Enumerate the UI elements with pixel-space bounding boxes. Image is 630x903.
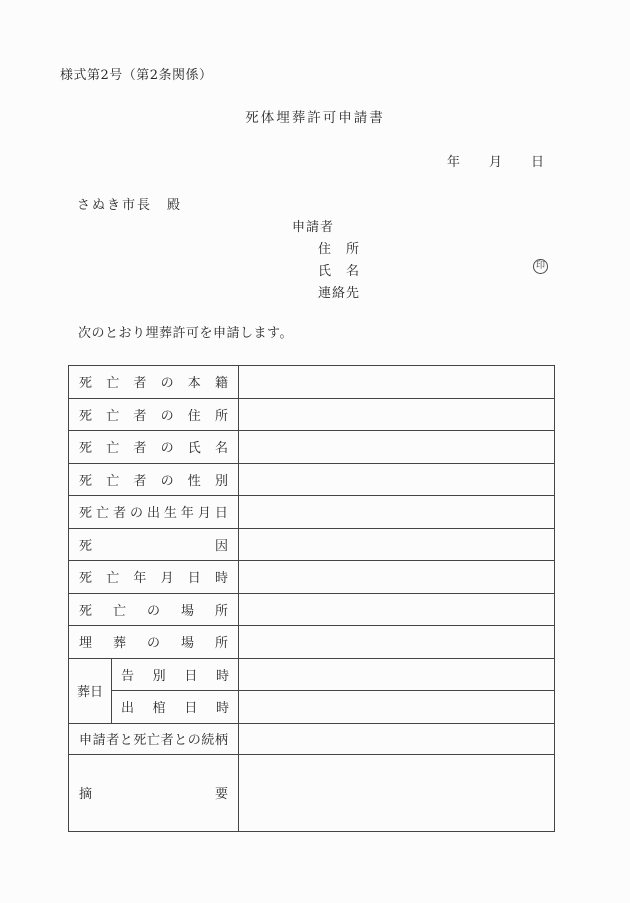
table-row	[69, 528, 555, 561]
date-line	[447, 151, 544, 170]
addressee: さぬき市長 殿	[77, 198, 183, 213]
table-row	[69, 431, 555, 464]
form-number: 様式第2号（第2条関係）	[60, 68, 213, 83]
date-year-label: 年	[447, 155, 461, 170]
row-label-place-of-death: 死 亡 の 場 所	[69, 593, 239, 626]
row-label-death-datetime: 死 亡 年 月 日 時	[69, 561, 239, 594]
funeral-day-group-label: 葬日	[69, 658, 112, 723]
applicant-label: 申請者	[292, 220, 335, 235]
burial-application-table	[68, 365, 555, 832]
seal-icon: 印	[533, 259, 548, 274]
cause-of-death-value	[239, 528, 555, 561]
declaration-text: 次のとおり埋葬許可を申請します。	[78, 326, 293, 341]
table-row	[69, 398, 555, 431]
place-of-death-value	[239, 593, 555, 626]
applicant-contact-label: 連 絡 先	[318, 286, 359, 301]
row-label-farewell-datetime: 告 別 日 時	[112, 658, 239, 691]
table-row	[69, 754, 555, 831]
deceased-domicile-value	[239, 366, 555, 399]
farewell-datetime-value	[239, 658, 555, 691]
table-row	[69, 658, 555, 691]
relationship-value	[239, 723, 555, 754]
deceased-birthdate-value	[239, 496, 555, 529]
table-row	[69, 691, 555, 724]
coffin-departure-datetime-value	[239, 691, 555, 724]
row-label-deceased-address: 死 亡 者 の 住 所	[69, 398, 239, 431]
row-label-coffin-departure-datetime: 出 棺 日 時	[112, 691, 239, 724]
row-label-cause-of-death: 死 因	[69, 528, 239, 561]
deceased-name-value	[239, 431, 555, 464]
deceased-sex-value	[239, 463, 555, 496]
page-title: 死体埋葬許可申請書	[245, 110, 385, 126]
death-datetime-value	[239, 561, 555, 594]
row-label-remarks: 摘 要	[69, 754, 239, 831]
row-label-deceased-birthdate: 死 亡 者 の 出 生 年 月 日	[69, 496, 239, 529]
table-row	[69, 723, 555, 754]
row-label-deceased-domicile: 死 亡 者 の 本 籍	[69, 366, 239, 399]
table-row	[69, 366, 555, 399]
row-label-relationship: 申 請 者 と 死 亡 者 と の 続 柄	[69, 723, 239, 754]
table-row	[69, 496, 555, 529]
remarks-value	[239, 754, 555, 831]
table-row	[69, 463, 555, 496]
place-of-burial-value	[239, 626, 555, 659]
table-row	[69, 593, 555, 626]
applicant-address-label: 住 所	[318, 242, 359, 257]
row-label-deceased-sex: 死 亡 者 の 性 別	[69, 463, 239, 496]
applicant-name-label: 氏 名	[318, 264, 359, 279]
table-row	[69, 561, 555, 594]
date-day-label: 日	[530, 155, 544, 170]
deceased-address-value	[239, 398, 555, 431]
row-label-deceased-name: 死 亡 者 の 氏 名	[69, 431, 239, 464]
row-label-place-of-burial: 埋 葬 の 場 所	[69, 626, 239, 659]
table-row	[69, 626, 555, 659]
date-month-label: 月	[488, 155, 502, 170]
